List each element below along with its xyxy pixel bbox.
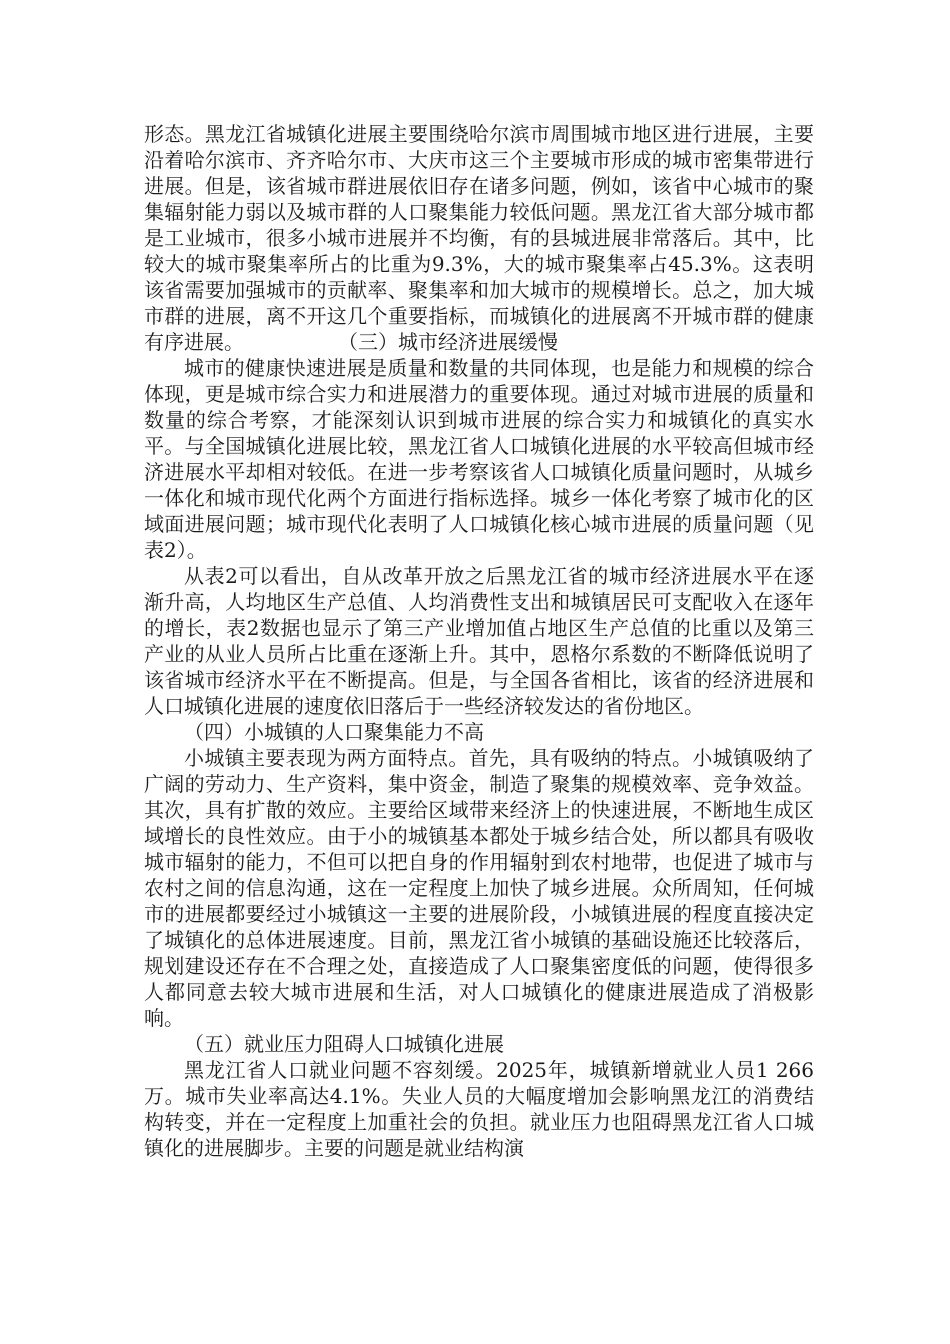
paragraph-table2-analysis: 从表2可以看出，自从改革开放之后黑龙江省的城市经济进展水平在逐渐升高，人均地区生产总值、人均消费性支出和城镇居民可支配收入在逐年的增长，表2数据也显示了第三产业增加值占地区生产总值的比重以及第三产业的从业人员所占比重在逐渐上升。其中，恩格尔系数的不断降低说明了该省城市经济水平在不断提高。但是，与全国各省相比，该省的经济进展和人口城镇化进展的速度依旧落后于一些经济较发达的省份地区。: [144, 564, 814, 718]
section-heading-5: （五）就业压力阻碍人口城镇化进展: [184, 1032, 504, 1056]
paragraph-employment: 黑龙江省人口就业问题不容刻缓。2025年，城镇新增就业人员1 266万。城市失业率高达4.1%。失业人员的大幅度增加会影响黑龙江的消费结构转变，并在一定程度上加重社会的负担。就业压力也阻碍黑龙江省人口城镇化的进展脚步。主要的问题是就业结构演: [144, 1058, 814, 1160]
document-body: [144, 121, 814, 1161]
section-heading-4: （四）小城镇的人口聚集能力不高: [184, 720, 484, 744]
section-heading-3: （三）城市经济进展缓慢: [348, 330, 558, 354]
paragraph-urban-economy: 城市的健康快速进展是质量和数量的共同体现，也是能力和规模的综合体现，更是城市综合实力和进展潜力的重要体现。通过对城市进展的质量和数量的综合考察，才能深刻认识到城市进展的综合实力和城镇化的真实水平。与全国城镇化进展比较，黑龙江省人口城镇化进展的水平较高但城市经济进展水平却相对较低。在进一步考察该省人口城镇化质量问题时，从城乡一体化和城市现代化两个方面进行指标选择。城乡一体化考察了城市化的区域面进展问题；城市现代化表明了人口城镇化核心城市进展的质量问题（见表2）。: [144, 356, 814, 562]
paragraph-small-towns: 小城镇主要表现为两方面特点。首先，具有吸纳的特点。小城镇吸纳了广阔的劳动力、生产资料，集中资金，制造了聚集的规模效率、竞争效益。其次，具有扩散的效应。主要给区域带来经济上的快速进展，不断地生成区域增长的良性效应。由于小的城镇基本都处于城乡结合处，所以都具有吸收城市辐射的能力，不但可以把自身的作用辐射到农村地带，也促进了城市与农村之间的信息沟通，这在一定程度上加快了城乡进展。众所周知，任何城市的进展都要经过小城镇这一主要的进展阶段，小城镇进展的程度直接决定了城镇化的总体进展速度。目前，黑龙江省小城镇的基础设施还比较落后，规划建设还存在不合理之处，直接造成了人口聚集密度低的问题，使得很多人都同意去较大城市进展和生活，对人口城镇化的健康进展造成了消极影响。: [144, 746, 814, 1030]
paragraph-city-clusters: [144, 121, 814, 355]
paragraph-text: 形态。黑龙江省城镇化进展主要围绕哈尔滨市周围城市地区进行进展，主要沿着哈尔滨市、齐齐哈尔市、大庆市这三个主要城市形成的城市密集带进行进展。但是，该省城市群进展依旧存在诸多问题，例如，该省中心城市的聚集辐射能力弱以及城市群的人口聚集能力较低问题。黑龙江省大部分城市都是工业城市，很多小城市进展并不均衡，有的县城进展非常落后。其中，比较大的城市聚集率所占的比重为9.3%，大的城市聚集率占45.3%。这表明该省需要加强城市的贡献率、聚集率和加大城市的规模增长。总之，加大城市群的进展，离不开这几个重要指标，而城镇化的进展离不开城市群的健康有序进展。: [144, 122, 814, 354]
